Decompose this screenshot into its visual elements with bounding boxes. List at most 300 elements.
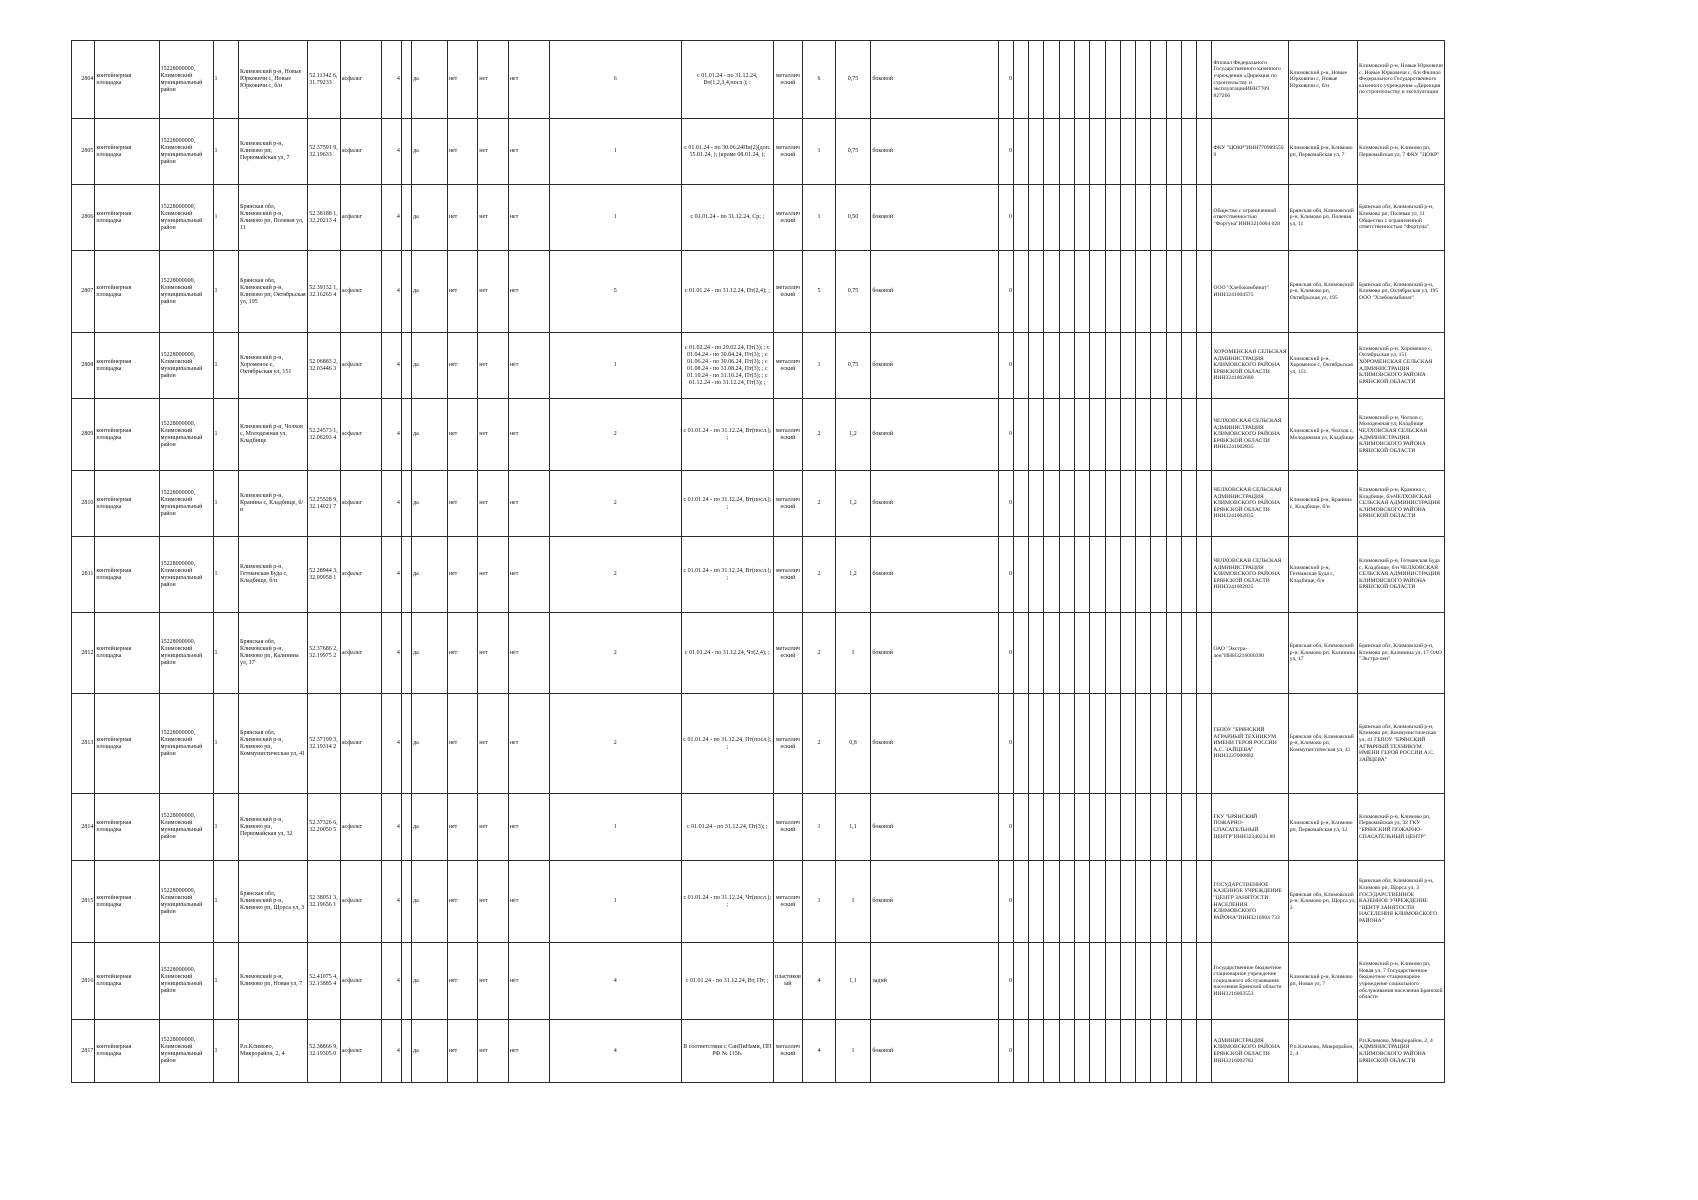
cell-empty — [1166, 613, 1181, 694]
cell-quantity: 1 — [803, 861, 836, 943]
cell-loading-type: боковой — [871, 613, 998, 694]
cell-empty — [1029, 41, 1044, 119]
cell-flag-b: нет — [478, 251, 509, 333]
cell-flag-a: нет — [447, 694, 478, 794]
cell-area: 4 — [381, 943, 401, 1020]
cell-zero: 0 — [998, 185, 1013, 251]
cell-material: металлический — [773, 613, 803, 694]
cell-empty — [1120, 943, 1135, 1020]
cell-empty — [1075, 333, 1090, 399]
cell-empty — [1013, 333, 1028, 399]
cell-loading-type: боковой — [871, 41, 998, 119]
cell-empty — [1120, 794, 1135, 861]
cell-fence: да — [412, 41, 448, 119]
table-row — [72, 613, 1445, 694]
cell-empty — [1059, 41, 1074, 119]
cell-zero: 0 — [998, 794, 1013, 861]
cell-description: Климовский р-н, Гетманская Буда с, Кладбище, б/н ЧЕЛХОВСКАЯ СЕЛЬСКАЯ АДМИНИСТРАЦИЯ КЛИМОВСКОГО РАЙОНА БРЯНСКОЙ ОБЛАСТИ — [1358, 537, 1445, 613]
cell-empty — [1120, 185, 1135, 251]
cell-empty — [1075, 119, 1090, 185]
cell-flag-b: нет — [478, 41, 509, 119]
cell-flag-a: нет — [447, 613, 478, 694]
cell-empty — [1105, 119, 1120, 185]
cell-empty — [1044, 694, 1059, 794]
cell-empty — [1059, 537, 1074, 613]
cell-empty — [1044, 943, 1059, 1020]
cell-empty — [1120, 1020, 1135, 1083]
cell-empty — [1075, 41, 1090, 119]
cell-empty — [1136, 861, 1151, 943]
cell-empty — [1075, 694, 1090, 794]
cell-volume: 1,2 — [835, 399, 871, 471]
cell-zero: 0 — [998, 943, 1013, 1020]
cell-empty — [1197, 794, 1212, 861]
cell-empty — [1120, 119, 1135, 185]
cell-empty — [1151, 537, 1166, 613]
cell-empty — [1120, 861, 1135, 943]
cell-cover-type: асфальт — [340, 694, 381, 794]
cell-volume: 1 — [835, 1020, 871, 1083]
cell-flag-a: нет — [447, 861, 478, 943]
cell-empty — [1136, 943, 1151, 1020]
cell-quantity: 2 — [803, 471, 836, 537]
cell-owner: ОАО "Экстра-лен"ИНН3216000390 — [1212, 613, 1288, 694]
cell-quantity: 1 — [803, 333, 836, 399]
cell-fence: да — [412, 794, 448, 861]
cell-material: металлический — [773, 794, 803, 861]
cell-empty — [1013, 251, 1028, 333]
cell-site-type: контейнерная площадка — [95, 471, 159, 537]
cell-flag-a: нет — [447, 471, 478, 537]
cell-schedule: с 01.01.24 - по 31.12.24, Вт, Пт; ; — [681, 943, 773, 1020]
cell-empty — [1029, 943, 1044, 1020]
cell-empty — [401, 251, 411, 333]
cell-owner: АДМИНИСТРАЦИЯ КЛИМОВСКОГО РАЙОНА БРЯНСКОЙ ОБЛАСТИ ИНН3216002782 — [1212, 1020, 1288, 1083]
cell-coordinates: 52.38866 9, 32.19305 0 — [308, 1020, 341, 1083]
cell-empty — [1105, 471, 1120, 537]
cell-flag-b: нет — [478, 1020, 509, 1083]
cell-row-number: 2807 — [72, 251, 95, 333]
cell-schedule: с 01.01.24 - по 31.12.24, Ср; ; — [681, 185, 773, 251]
cell-material: металлический — [773, 251, 803, 333]
cell-container-count: 5 — [549, 251, 681, 333]
cell-flag: 1 — [213, 1020, 238, 1083]
cell-empty — [1090, 41, 1105, 119]
cell-schedule: с 01.01.24 - по 31.12.24, Чт(посл.); ; — [681, 861, 773, 943]
cell-empty — [1136, 1020, 1151, 1083]
cell-empty — [1181, 861, 1196, 943]
cell-flag-a: нет — [447, 1020, 478, 1083]
cell-flag: 1 — [213, 943, 238, 1020]
cell-empty — [1075, 399, 1090, 471]
cell-site-type: контейнерная площадка — [95, 251, 159, 333]
cell-empty — [1181, 1020, 1196, 1083]
cell-empty — [1166, 537, 1181, 613]
cell-empty — [1075, 1020, 1090, 1083]
cell-flag-b: нет — [478, 185, 509, 251]
cell-empty — [1197, 471, 1212, 537]
cell-empty — [401, 537, 411, 613]
cell-container-count: 2 — [549, 399, 681, 471]
cell-empty — [1044, 1020, 1059, 1083]
cell-empty — [1075, 251, 1090, 333]
cell-empty — [401, 399, 411, 471]
cell-empty — [1166, 399, 1181, 471]
cell-site-type: контейнерная площадка — [95, 794, 159, 861]
cell-zero: 0 — [998, 399, 1013, 471]
cell-container-count: 2 — [549, 613, 681, 694]
cell-site-type: контейнерная площадка — [95, 1020, 159, 1083]
cell-empty — [1090, 613, 1105, 694]
cell-fence: да — [412, 537, 448, 613]
cell-flag-b: нет — [478, 399, 509, 471]
cell-description: Брянская обл, Климовский р-н, Климово рп, Коммунистическая ул, 41 ГБПОУ "БРЯНСКИЙ АГРАРНЫЙ ТЕХНИКУМ ИМЕНИ ГЕРОЯ РОССИИ А.С. ЗАЙЦЕВА" — [1358, 694, 1445, 794]
table-row — [72, 119, 1445, 185]
cell-flag: 1 — [213, 613, 238, 694]
cell-fence: да — [412, 943, 448, 1020]
cell-empty — [1151, 794, 1166, 861]
table-row — [72, 694, 1445, 794]
cell-empty — [1044, 537, 1059, 613]
cell-row-number: 2815 — [72, 861, 95, 943]
cell-source-address: Брянская обл, Климовский р-н, Климово рп, Калинина ул, 17 — [1288, 613, 1357, 694]
cell-address: Климовский р-н, Кранина с, Кладбище, б/н — [239, 471, 308, 537]
cell-empty — [1151, 41, 1166, 119]
cell-empty — [1151, 943, 1166, 1020]
cell-site-type: контейнерная площадка — [95, 943, 159, 1020]
cell-empty — [1166, 333, 1181, 399]
cell-volume: 0,75 — [835, 119, 871, 185]
cell-volume: 1,1 — [835, 943, 871, 1020]
cell-empty — [1197, 943, 1212, 1020]
cell-area: 4 — [381, 41, 401, 119]
cell-owner: ГОСУДАРСТВЕННОЕ КАЗЕННОЕ УЧРЕЖДЕНИЕ "ЦЕНТР ЗАНЯТОСТИ НАСЕЛЕНИЯ КЛИМОВСКОГО РАЙОНА"ИНН3216004 733 — [1212, 861, 1288, 943]
cell-schedule: с 01.01.24 - по 31.12.24, Пт(2,4); ; — [681, 251, 773, 333]
cell-address: Климовский р-н, Климово рп, Новая ул, 7 — [239, 943, 308, 1020]
cell-area: 4 — [381, 119, 401, 185]
cell-row-number: 2812 — [72, 613, 95, 694]
cell-empty — [1136, 537, 1151, 613]
cell-coordinates: 52.37199 3, 32.19314 2 — [308, 694, 341, 794]
cell-flag: 1 — [213, 41, 238, 119]
cell-oktmo: 15228000000, Климовский муниципальный район — [159, 694, 213, 794]
table-row — [72, 537, 1445, 613]
cell-volume: 0,75 — [835, 41, 871, 119]
cell-coordinates: 52.11342 6, 31.79233 — [308, 41, 341, 119]
cell-site-type: контейнерная площадка — [95, 861, 159, 943]
cell-empty — [1044, 861, 1059, 943]
table-row — [72, 333, 1445, 399]
cell-container-count: 4 — [549, 1020, 681, 1083]
cell-flag: 1 — [213, 471, 238, 537]
cell-empty — [401, 694, 411, 794]
cell-empty — [1105, 794, 1120, 861]
cell-schedule: с 01.01.24 - по 31.12.24, Вт(посл.); ; — [681, 537, 773, 613]
cell-schedule: с 01.01.24 - по 31.12.24, Вт(1,2,3,4,посл.); ; — [681, 41, 773, 119]
cell-empty — [1013, 41, 1028, 119]
cell-empty — [1044, 41, 1059, 119]
cell-empty — [1197, 537, 1212, 613]
cell-description: Климовский р-н, Климово рп, Новая ул, 7 Государственное бюджетное стационарное учреждение социального обслуживания населения Брянской области — [1358, 943, 1445, 1020]
cell-empty — [1197, 41, 1212, 119]
cell-row-number: 2804 — [72, 41, 95, 119]
cell-flag-c: нет — [508, 1020, 549, 1083]
cell-empty — [1090, 251, 1105, 333]
cell-zero: 0 — [998, 333, 1013, 399]
cell-empty — [1151, 119, 1166, 185]
cell-empty — [1151, 185, 1166, 251]
cell-loading-type: боковой — [871, 399, 998, 471]
cell-container-count: 6 — [549, 41, 681, 119]
cell-flag-b: нет — [478, 119, 509, 185]
cell-coordinates: 52.37326 6, 32.20050 5 — [308, 794, 341, 861]
cell-empty — [1166, 471, 1181, 537]
cell-empty — [1166, 251, 1181, 333]
cell-row-number: 2814 — [72, 794, 95, 861]
cell-material: металлический — [773, 119, 803, 185]
cell-empty — [1166, 185, 1181, 251]
cell-loading-type: боковой — [871, 251, 998, 333]
cell-container-count: 1 — [549, 333, 681, 399]
cell-owner: ХОРОМЕНСКАЯ СЕЛЬСКАЯ АДМИНИСТРАЦИЯ КЛИМОВСКОГО РАЙОНА БРЯНСКОЙ ОБЛАСТИ ИНН3241002680 — [1212, 333, 1288, 399]
cell-empty — [401, 185, 411, 251]
cell-owner: ЧЕЛХОВСКАЯ СЕЛЬСКАЯ АДМИНИСТРАЦИЯ КЛИМОВСКОГО РАЙОНА БРЯНСКОЙ ОБЛАСТИ ИНН3241002835 — [1212, 471, 1288, 537]
cell-description: Брянская обл, Климовский р-н, Климово рп, Калинина ул, 17 ОАО "Экстра-лен" — [1358, 613, 1445, 694]
cell-flag-c: нет — [508, 694, 549, 794]
cell-description: Р.п.Климово, Микрорайон, 2, 4 АДМИНИСТРАЦИЯ КЛИМОВСКОГО РАЙОНА БРЯНСКОЙ ОБЛАСТИ — [1358, 1020, 1445, 1083]
cell-coordinates: 52.06883 2, 32.03446 3 — [308, 333, 341, 399]
cell-address: Р.п.Климово, Микрорайон, 2, 4 — [239, 1020, 308, 1083]
cell-empty — [1151, 251, 1166, 333]
cell-empty — [1197, 399, 1212, 471]
cell-cover-type: асфальт — [340, 861, 381, 943]
cell-source-address: Брянская обл, Климовский р-н, Климово рп, Полевая ул, 11 — [1288, 185, 1357, 251]
cell-empty — [1166, 119, 1181, 185]
cell-empty — [1197, 1020, 1212, 1083]
cell-oktmo: 15228000000, Климовский муниципальный район — [159, 41, 213, 119]
cell-empty — [1044, 333, 1059, 399]
cell-description: Климовский р-н, Климово рп, Первомайская ул, 32 ГКУ "БРЯНСКИЙ ПОЖАРНО-СПАСАТЕЛЬНЫЙ ЦЕНТР" — [1358, 794, 1445, 861]
cell-empty — [1044, 251, 1059, 333]
cell-empty — [1136, 613, 1151, 694]
cell-loading-type: боковой — [871, 537, 998, 613]
cell-empty — [1181, 537, 1196, 613]
cell-oktmo: 15228000000, Климовский муниципальный район — [159, 333, 213, 399]
cell-empty — [1044, 794, 1059, 861]
cell-empty — [1013, 613, 1028, 694]
cell-schedule: с 01.01.24 - по 31.12.24, Вт(посл.); ; — [681, 471, 773, 537]
cell-empty — [1105, 613, 1120, 694]
cell-flag: 1 — [213, 694, 238, 794]
cell-flag-a: нет — [447, 333, 478, 399]
cell-empty — [401, 943, 411, 1020]
cell-empty — [1090, 119, 1105, 185]
cell-cover-type: асфальт — [340, 41, 381, 119]
table-row — [72, 399, 1445, 471]
cell-container-count: 1 — [549, 185, 681, 251]
cell-cover-type: асфальт — [340, 537, 381, 613]
cell-volume: 1 — [835, 861, 871, 943]
cell-loading-type: боковой — [871, 794, 998, 861]
cell-area: 4 — [381, 861, 401, 943]
cell-oktmo: 15228000000, Климовский муниципальный район — [159, 185, 213, 251]
cell-coordinates: 52.41075 4, 32.13885 4 — [308, 943, 341, 1020]
cell-source-address: Климовский р-н, Хороменое с, Октябрьская ул, 151 — [1288, 333, 1357, 399]
cell-empty — [1013, 694, 1028, 794]
cell-site-type: контейнерная площадка — [95, 119, 159, 185]
cell-flag-c: нет — [508, 471, 549, 537]
cell-empty — [1090, 185, 1105, 251]
cell-flag-b: нет — [478, 861, 509, 943]
cell-cover-type: асфальт — [340, 471, 381, 537]
cell-cover-type: асфальт — [340, 399, 381, 471]
cell-quantity: 1 — [803, 185, 836, 251]
cell-oktmo: 15228000000, Климовский муниципальный район — [159, 537, 213, 613]
cell-flag: 1 — [213, 185, 238, 251]
cell-empty — [1120, 537, 1135, 613]
cell-empty — [1075, 185, 1090, 251]
cell-flag-a: нет — [447, 794, 478, 861]
cell-empty — [401, 119, 411, 185]
cell-volume: 0,75 — [835, 333, 871, 399]
cell-empty — [1105, 694, 1120, 794]
cell-fence: да — [412, 251, 448, 333]
cell-empty — [1029, 1020, 1044, 1083]
cell-coordinates: 52.25528 9, 32.14021 7 — [308, 471, 341, 537]
cell-empty — [1197, 861, 1212, 943]
cell-schedule: с 01.02.24 - по 29.02.24, Пт(3); ; с 01.04.24 - по 30.04.24, Пт(3); ; с 01.06.24 - по 30.06.24, Пт(3); ; с 01.08.24 - по 31.08.24, Пт(3); ; с 01.10.24 - по 31.10.24, Пт(3); ; с 01.12.24 - по 31.12.24, Пт(3); ; — [681, 333, 773, 399]
cell-empty — [1090, 694, 1105, 794]
cell-address: Брянская обл, Климовский р-н, Климово рп, Октябрьская ул, 195 — [239, 251, 308, 333]
cell-empty — [1197, 694, 1212, 794]
cell-zero: 0 — [998, 251, 1013, 333]
cell-material: металлический — [773, 41, 803, 119]
cell-empty — [1120, 251, 1135, 333]
cell-address: Климовский р-н, Хороменое с, Октябрьская ул, 151 — [239, 333, 308, 399]
cell-empty — [1105, 185, 1120, 251]
cell-empty — [1151, 333, 1166, 399]
cell-empty — [1090, 537, 1105, 613]
cell-material: металлический — [773, 1020, 803, 1083]
cell-empty — [1151, 1020, 1166, 1083]
cell-flag-b: нет — [478, 471, 509, 537]
cell-zero: 0 — [998, 41, 1013, 119]
cell-empty — [1105, 251, 1120, 333]
cell-row-number: 2817 — [72, 1020, 95, 1083]
cell-empty — [1075, 537, 1090, 613]
cell-source-address: Р.п.Климово, Микрорайон, 2, 4 — [1288, 1020, 1357, 1083]
cell-loading-type: боковой — [871, 471, 998, 537]
cell-empty — [1166, 41, 1181, 119]
cell-cover-type: асфальт — [340, 1020, 381, 1083]
cell-fence: да — [412, 861, 448, 943]
cell-schedule: с 01.01.24 - по 31.12.24, Вт(посл.); ; — [681, 399, 773, 471]
cell-empty — [1044, 185, 1059, 251]
cell-area: 4 — [381, 333, 401, 399]
cell-schedule: с 01.01.24 - по 31.12.24, Чт(2,4); ; — [681, 613, 773, 694]
cell-empty — [1181, 399, 1196, 471]
cell-empty — [1136, 694, 1151, 794]
cell-empty — [1197, 613, 1212, 694]
table-row — [72, 185, 1445, 251]
cell-empty — [401, 333, 411, 399]
cell-quantity: 6 — [803, 41, 836, 119]
cell-empty — [1013, 399, 1028, 471]
cell-loading-type: боковой — [871, 185, 998, 251]
cell-owner: ФКУ "ЦОКР"ИНН770989550 9 — [1212, 119, 1288, 185]
cell-empty — [1105, 333, 1120, 399]
cell-coordinates: 52.38051 3, 32.19656 1 — [308, 861, 341, 943]
cell-zero: 0 — [998, 613, 1013, 694]
cell-empty — [1029, 613, 1044, 694]
cell-description: Климовский р-н, Новые Юрковичи с, Новые Юрковичи с, б/н Филиал Федерального Государственного казенного учреждения «Дирекция по строительству и эксплуатации — [1358, 41, 1445, 119]
cell-empty — [1181, 471, 1196, 537]
cell-fence: да — [412, 185, 448, 251]
cell-oktmo: 15228000000, Климовский муниципальный район — [159, 471, 213, 537]
cell-empty — [1013, 1020, 1028, 1083]
cell-empty — [1151, 613, 1166, 694]
cell-quantity: 1 — [803, 119, 836, 185]
cell-empty — [1075, 943, 1090, 1020]
cell-source-address: Климовский р-н, Климово рп, Первомайская ул, 7 — [1288, 119, 1357, 185]
cell-empty — [1151, 861, 1166, 943]
cell-area: 4 — [381, 537, 401, 613]
cell-empty — [1181, 251, 1196, 333]
cell-source-address: Климовский р-н, Кранина с, Кладбище, б/н — [1288, 471, 1357, 537]
cell-volume: 1,2 — [835, 471, 871, 537]
cell-empty — [1105, 41, 1120, 119]
cell-cover-type: асфальт — [340, 794, 381, 861]
table-row — [72, 1020, 1445, 1083]
cell-schedule: с 01.01.24 - по 30.06.24Пн(2)(доп. 15.01.24, ); (кроме 08.01.24, ); — [681, 119, 773, 185]
cell-empty — [1059, 694, 1074, 794]
cell-flag-c: нет — [508, 119, 549, 185]
cell-row-number: 2810 — [72, 471, 95, 537]
cell-description: Климовский р-н, Чолхов с, Молодежная ул, Кладбище ЧЕЛХОВСКАЯ СЕЛЬСКАЯ АДМИНИСТРАЦИЯ КЛИМОВСКОГО РАЙОНА БРЯНСКОЙ ОБЛАСТИ — [1358, 399, 1445, 471]
cell-empty — [401, 41, 411, 119]
cell-empty — [1151, 471, 1166, 537]
cell-loading-type: боковой — [871, 694, 998, 794]
cell-empty — [1059, 471, 1074, 537]
cell-owner: Филиал Федерального Государственного казенного учреждения «Дирекция по строительству и эксплуатацииИНН7709 827266 — [1212, 41, 1288, 119]
cell-empty — [1029, 471, 1044, 537]
cell-empty — [1136, 251, 1151, 333]
cell-address: Брянская обл, Климовский р-н, Климово рп, Полевая ул, 11 — [239, 185, 308, 251]
cell-empty — [1059, 943, 1074, 1020]
cell-empty — [1090, 1020, 1105, 1083]
cell-empty — [1105, 861, 1120, 943]
cell-empty — [1105, 399, 1120, 471]
cell-description: Климовский р-н, Климово рп, Первомайская ул, 7 ФКУ "ЦОКР" — [1358, 119, 1445, 185]
cell-fence: да — [412, 399, 448, 471]
cell-empty — [1013, 943, 1028, 1020]
cell-row-number: 2809 — [72, 399, 95, 471]
cell-flag-c: нет — [508, 41, 549, 119]
cell-container-count: 2 — [549, 537, 681, 613]
cell-area: 4 — [381, 251, 401, 333]
cell-empty — [1029, 333, 1044, 399]
table-row — [72, 861, 1445, 943]
cell-flag-a: нет — [447, 41, 478, 119]
cell-quantity: 4 — [803, 943, 836, 1020]
cell-empty — [1197, 333, 1212, 399]
cell-address: Климовский р-н, Гетманская Буда с, Кладбище, б/н — [239, 537, 308, 613]
cell-material: металлический — [773, 399, 803, 471]
cell-source-address: Климовский р-н, Климово рп, Первомайская ул, 32 — [1288, 794, 1357, 861]
cell-row-number: 2816 — [72, 943, 95, 1020]
cell-zero: 0 — [998, 537, 1013, 613]
cell-coordinates: 52.37591 9, 32.19633 — [308, 119, 341, 185]
